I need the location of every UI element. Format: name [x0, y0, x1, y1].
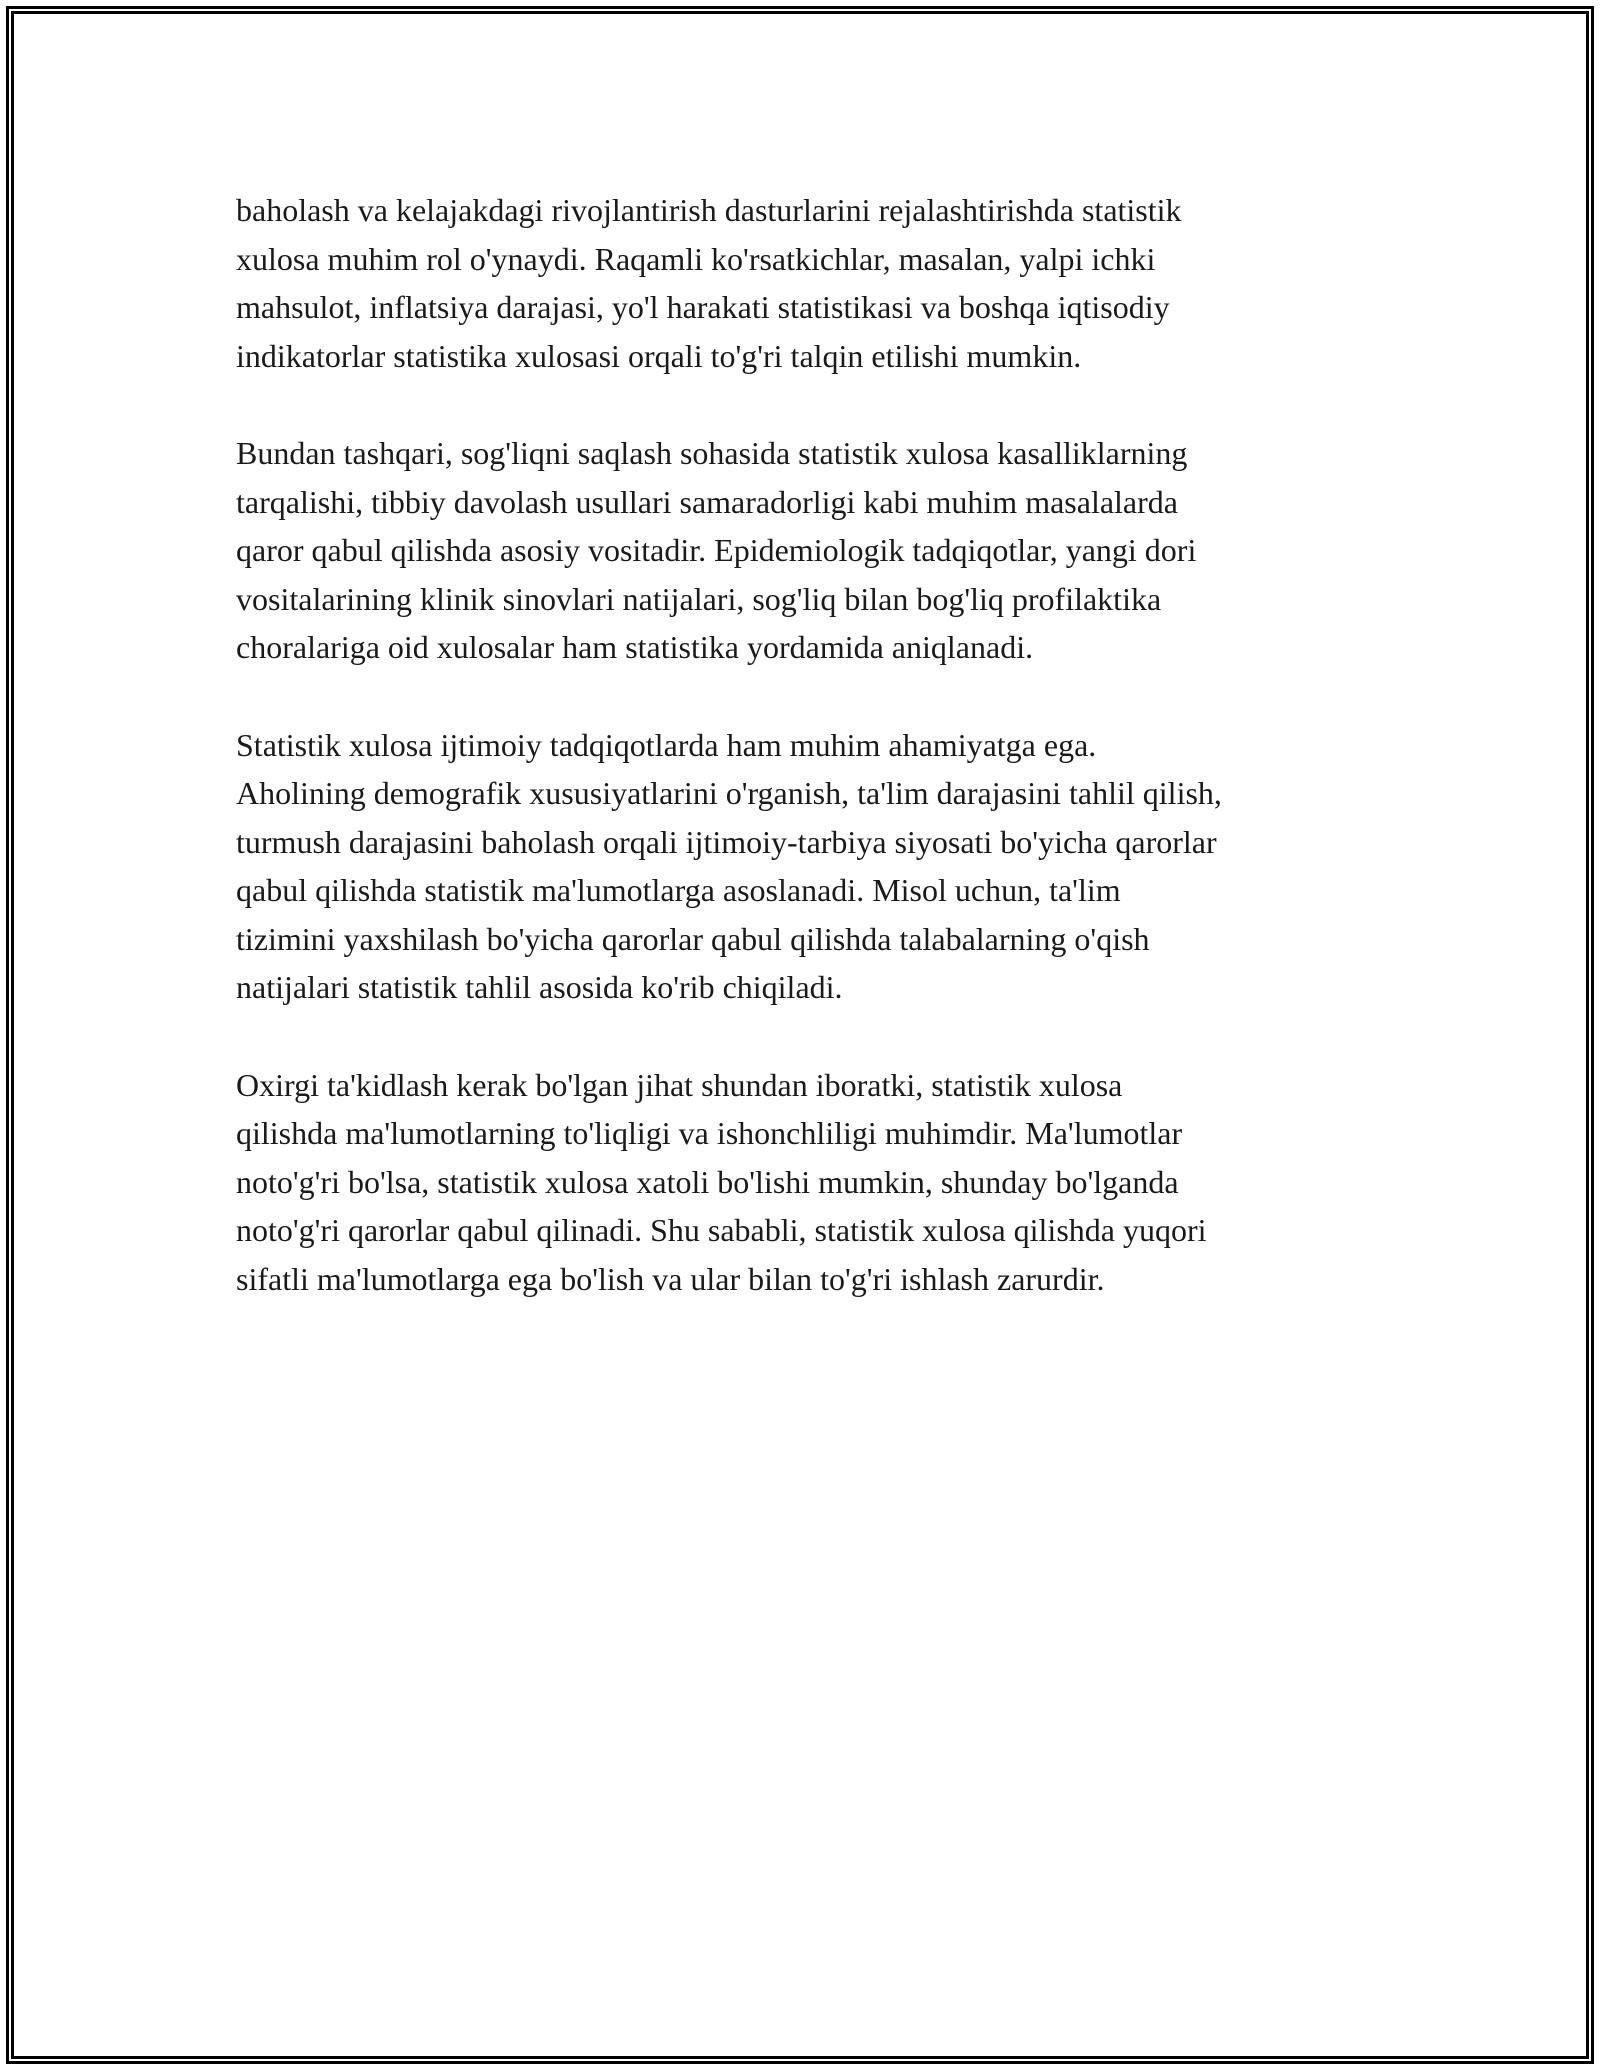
document-body — [236, 186, 1401, 1303]
paragraph-2: Bundan tashqari, sog'liqni saqlash sohasida statistik xulosa kasalliklarning tarqalishi, tibbiy davolash usullari samaradorligi kabi muhim masalalarda qaror qabul qilishda asosiy vositadir. Epidemiologik tadqiqotlar, yangi dori vositalarining klinik sinovlari natijalari, sog'liq bilan bog'liq profilaktika choralariga oid xulosalar ham statistika yordamida aniqlanadi. — [236, 435, 1197, 665]
paragraph-4: Oxirgi ta'kidlash kerak bo'lgan jihat shundan iboratki, statistik xulosa qilishda ma'lumotlarning to'liqligi va ishonchliligi muhimdir. Ma'lumotlar noto'g'ri bo'lsa, statistik xulosa xatoli bo'lishi mumkin, shunday bo'lganda noto'g'ri qarorlar qabul qilinadi. Shu sababli, statistik xulosa qilishda yuqori sifatli ma'lumotlarga ega bo'lish va ular bilan to'g'ri ishlash zarurdir. — [236, 1066, 1207, 1297]
paragraph-1: baholash va kelajakdagi rivojlantirish dasturlarini rejalashtirishda statistik xulosa muhim rol o'ynaydi. Raqamli ko'rsatkichlar, masalan, yalpi ichki mahsulot, inflatsiya darajasi, yo'l harakati statistikasi va boshqa iqtisodiy indikatorlar statistika xulosasi orqali to'g'ri talqin etilishi mumkin. — [236, 192, 1182, 374]
paragraph-3: Statistik xulosa ijtimoiy tadqiqotlarda ham muhim ahamiyatga ega. Aholining demografik xususiyatlarini o'rganish, ta'lim darajasini tahlil qilish, turmush darajasini baholash orqali ijtimoiy-tarbiya siyosati bo'yicha qarorlar qabul qilishda statistik ma'lumotlarga asoslanadi. Misol uchun, ta'lim tizimini yaxshilash bo'yicha qarorlar qabul qilishda talabalarning o'qish natijalari statistik tahlil asosida ko'rib chiqiladi. — [236, 726, 1222, 1005]
